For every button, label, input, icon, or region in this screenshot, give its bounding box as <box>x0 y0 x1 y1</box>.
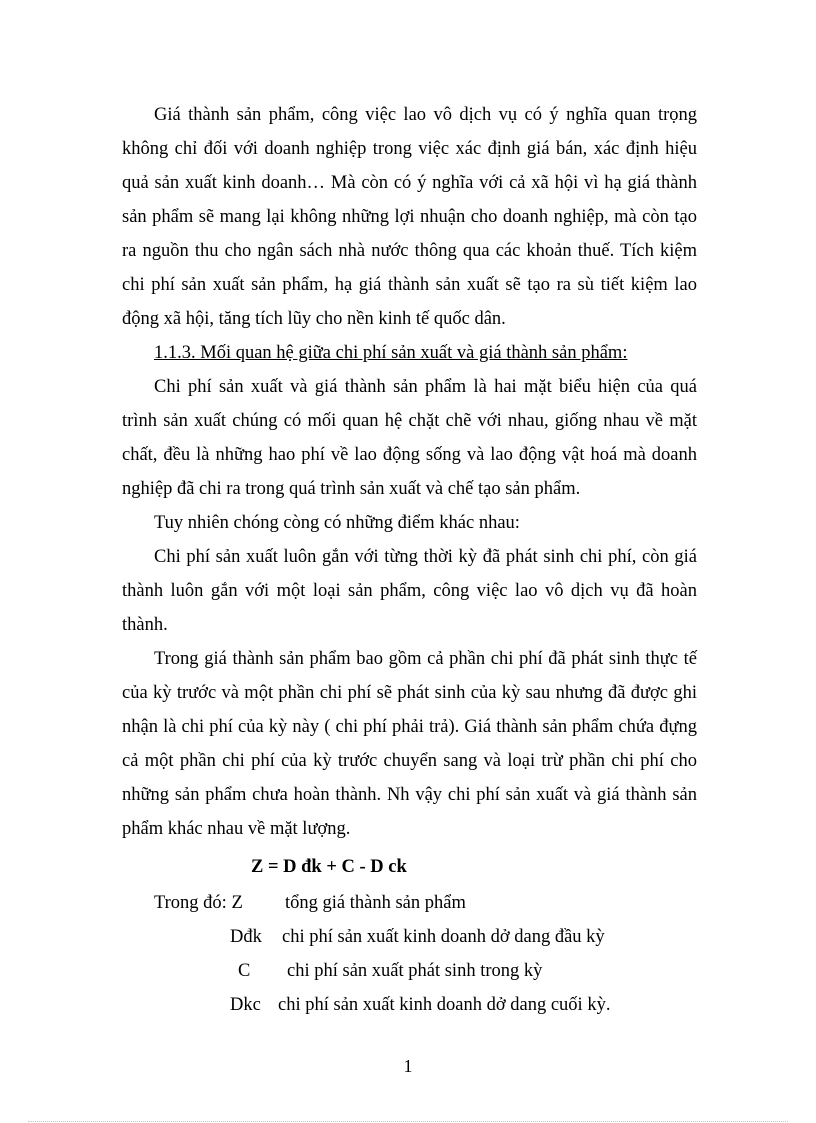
definition-intro: Trong đó: Z <box>154 893 243 913</box>
paragraph-line: những sản phẩm chưa hoàn thành. Nh vậy chi phí sản xuất và giá thành sản <box>122 785 697 805</box>
definition-text: chi phí sản xuất phát sinh trong kỳ <box>287 961 543 981</box>
definition-text: tổng giá thành sản phẩm <box>285 893 466 913</box>
paragraph-line: nhận là chi phí của kỳ này ( chi phí phải trả). Giá thành sản phẩm chứa đựng <box>122 717 697 737</box>
paragraph-line: thành. <box>122 615 168 635</box>
definition-symbol: C <box>238 961 251 981</box>
section-heading: 1.1.3. Mối quan hệ giữa chi phí sản xuất và giá thành sản phẩm: <box>154 343 628 363</box>
paragraph-line: Chi phí sản xuất luôn gắn với từng thời kỳ đã phát sinh chi phí, còn giá <box>154 547 697 567</box>
definition-text: chi phí sản xuất kinh doanh dở dang đầu kỳ <box>282 927 605 947</box>
paragraph-line: không chỉ đối với doanh nghiệp trong việc xác định giá bán, xác định hiệu <box>122 139 697 159</box>
paragraph-line: chi phí sản xuất sản phẩm, hạ giá thành sản xuất sẽ tạo ra sù tiết kiệm lao <box>122 275 697 295</box>
paragraph-line: thành luôn gắn với một loại sản phẩm, công việc lao vô dịch vụ đã hoàn <box>122 581 697 601</box>
paragraph-line: chất, đều là những hao phí về lao động sống và lao động vật hoá mà doanh <box>122 445 697 465</box>
paragraph-line: trình sản xuất chúng có mối quan hệ chặt chẽ với nhau, giống nhau về mặt <box>122 411 697 431</box>
paragraph-line: quả sản xuất kinh doanh… Mà còn có ý nghĩa với cả xã hội vì hạ giá thành <box>122 173 697 193</box>
paragraph-line: của kỳ trước và một phần chi phí sẽ phát sinh của kỳ sau nhưng đã được ghi <box>122 683 697 703</box>
definition-symbol: Dkc <box>230 995 261 1015</box>
cost-formula: Z = D đk + C - D ck <box>251 857 407 877</box>
paragraph-line: động xã hội, tăng tích lũy cho nền kinh tế quốc dân. <box>122 309 506 329</box>
definition-text: chi phí sản xuất kinh doanh dở dang cuối kỳ. <box>278 995 611 1015</box>
paragraph-line: cả một phần chi phí của kỳ trước chuyển sang và loại trừ phần chi phí cho <box>122 751 697 771</box>
paragraph-line: Trong giá thành sản phẩm bao gồm cả phần chi phí đã phát sinh thực tế <box>154 649 697 669</box>
paragraph-line: Chi phí sản xuất và giá thành sản phẩm là hai mặt biểu hiện của quá <box>154 377 697 397</box>
paragraph-line: nghiệp đã chi ra trong quá trình sản xuất và chế tạo sản phẩm. <box>122 479 581 499</box>
page-number: 1 <box>403 1056 413 1076</box>
definition-symbol: Dđk <box>230 927 262 947</box>
paragraph-line: Tuy nhiên chóng còng có những điểm khác nhau: <box>154 513 520 533</box>
paragraph-line: sản phẩm sẽ mang lại không những lợi nhuận cho doanh nghiệp, mà còn tạo <box>122 207 697 227</box>
paragraph-line: phẩm khác nhau về mặt lượng. <box>122 819 351 839</box>
paragraph-line: Giá thành sản phẩm, công việc lao vô dịch vụ có ý nghĩa quan trọng <box>154 105 697 125</box>
paragraph-line: ra nguồn thu cho ngân sách nhà nước thông qua các khoản thuế. Tích kiệm <box>122 241 697 261</box>
bottom-divider <box>28 1121 788 1122</box>
